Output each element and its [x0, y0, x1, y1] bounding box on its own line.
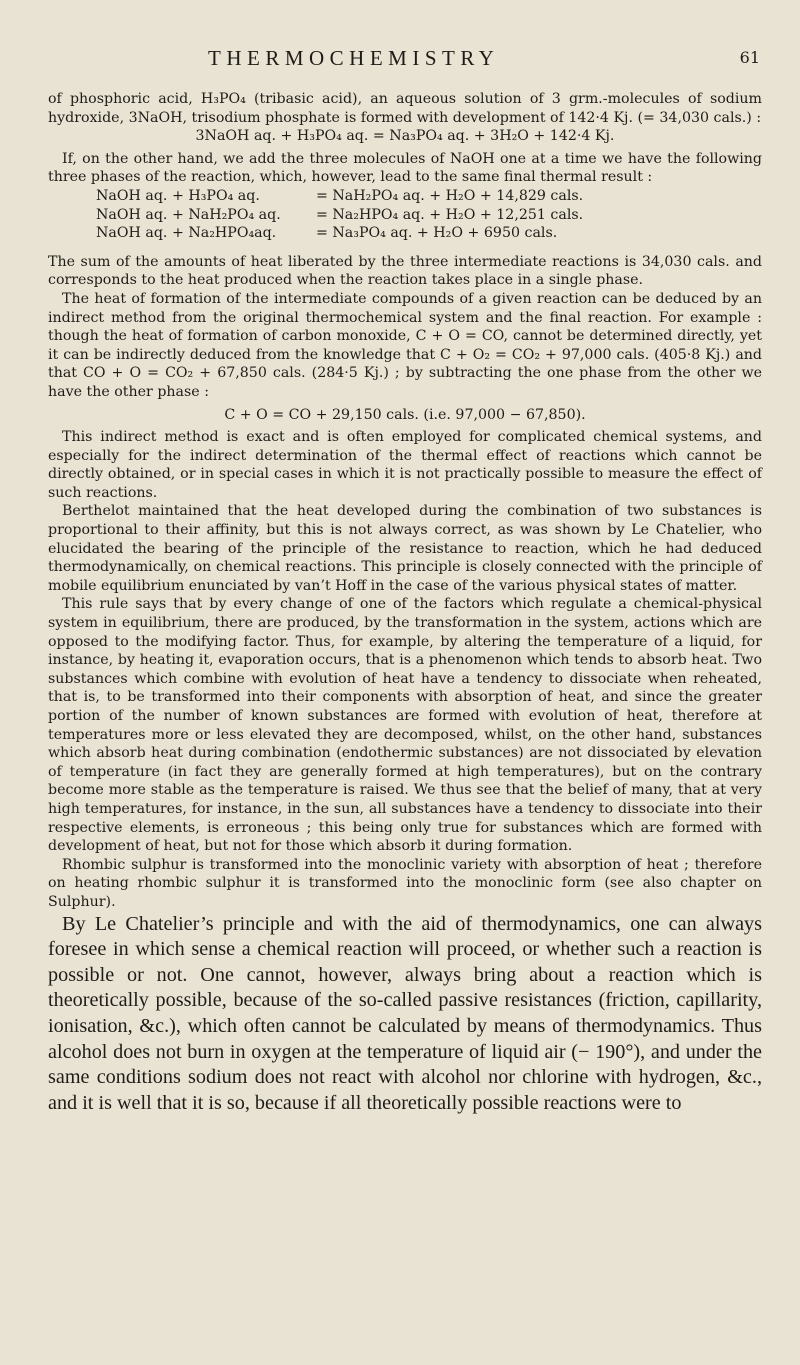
paragraph-rhombic-sulphur: Rhombic sulphur is transformed into the monoclinic variety with absorption of heat ; therefore on heating rhombic sulphur it is transformed into the monoclinic form (see also chapter on Sulphur).: [48, 856, 762, 910]
phase-equation-row: NaOH aq. + Na₂HPO₄aq. = Na₃PO₄ aq. + H₂O + 6950 cals.: [96, 225, 558, 242]
paragraph-exact-method: This indirect method is exact and is often employed for complicated chemical systems, and especially for the indirect determination of the thermal effect of reactions which cannot be directly obtained, or in special cases in which it is not practically possible to measure the effect of such reactions.: [48, 429, 762, 501]
paragraph-heat-sum: The sum of the amounts of heat liberated by the three intermediate reactions is 34,030 cals. and corresponds to the heat produced when the reaction takes place in a single phase.: [48, 253, 762, 289]
paragraph-rule: This rule says that by every change of one of the factors which regulate a chemical-physical system in equilibrium, there are produced, by the transformation in the system, actions which are opposed to the modifying factor. Thus, for example, by altering the temperature of a liquid, for instance, by heating it, evaporation occurs, that is a phenomenon which tends to absorb heat. Two substances which combine with evolution of heat have a tendency to dissociate when reheated, that is, to be transformed into their components with absorption of heat, and since the greater portion of the number of known substances are formed with evolution of heat, therefore at temperatures more or less elevated they are decomposed, whilst, on the other hand, substances which absorb heat during combination (endothermic substances) are not dissociated by elevation of temperature (in fact they are generally formed at high temperatures), but on the contrary become more stable as the temperature is raised. We thus see that the belief of many, that at very high temperatures, for instance, in the sun, all substances have a tendency to dissociate into their respective elements, is erroneous ; this being only true for substances which are formed with development of heat, but not for those which absorb it during formation.: [48, 596, 762, 855]
paragraph-three-phases: If, on the other hand, we add the three molecules of NaOH one at a time we have the following three phases of the reaction, which, however, lead to the same final thermal result :: [48, 150, 762, 186]
page-number: 61: [739, 48, 760, 67]
paragraph-phosphoric-acid: of phosphoric acid, H₃PO₄ (tribasic acid), an aqueous solution of 3 grm.-molecules of sodium hydroxide, 3NaOH, trisodium phosphate is formed with development of 142·4 Kj. (= 34,030 cals.) :: [48, 91, 762, 126]
phase-equation-row: NaOH aq. + H₃PO₄ aq. = NaH₂PO₄ aq. + H₂O + 14,829 cals.: [96, 187, 584, 204]
large-type-section: [48, 912, 762, 1117]
page-body: [48, 90, 762, 1116]
running-header: [0, 46, 800, 70]
paragraph-le-chatelier: By Le Chatelier’s principle and with the aid of thermodynamics, one can always foresee in which sense a chemical reaction will proceed, or whether such a reaction is possible or not. One cannot, however, always bring about a reaction which is theoretically possible, because of the so-called passive resistances (friction, capillarity, ionisation, &c.), which often cannot be calculated by means of thermodynamics. Thus alcohol does not burn in oxygen at the temperature of liquid air (− 190°), and under the same conditions sodium does not react with alcohol nor chlorine with hydrogen, &c., and it is well that it is so, because if all theoretically possible reactions were to: [48, 912, 762, 1114]
phase-equations: [48, 187, 762, 243]
phase-equation-row: NaOH aq. + NaH₂PO₄ aq. = Na₂HPO₄ aq. + H₂O + 12,251 cals.: [96, 206, 584, 223]
equation-neutralisation: 3NaOH aq. + H₃PO₄ aq. = Na₃PO₄ aq. + 3H₂O + 142·4 Kj.: [195, 128, 615, 145]
paragraph-berthelot: Berthelot maintained that the heat developed during the combination of two substances is proportional to their affinity, but this is not always correct, as was shown by Le Chatelier, who elucidated the bearing of the principle of the resistance to reaction, which he had deduced thermodynamically, on chemical reactions. This principle is closely connected with the principle of mobile equilibrium enunciated by van’t Hoff in the case of the various physical states of matter.: [48, 503, 762, 594]
equation-carbon-monoxide: C + O = CO + 29,150 cals. (i.e. 97,000 − 67,850).: [224, 406, 586, 423]
running-title: THERMOCHEMISTRY: [208, 46, 500, 70]
paragraph-indirect-method: The heat of formation of the intermediate compounds of a given reaction can be deduced by an indirect method from the original thermochemical system and the final reaction. For example : though the heat of formation of carbon monoxide, C + O = CO, cannot be determined directly, yet it can be indirectly deduced from the knowledge that C + O₂ = CO₂ + 97,000 cals. (405·8 Kj.) and that CO + O = CO₂ + 67,850 cals. (284·5 Kj.) ; by subtracting the one phase from the other we have the other phase :: [48, 290, 762, 400]
